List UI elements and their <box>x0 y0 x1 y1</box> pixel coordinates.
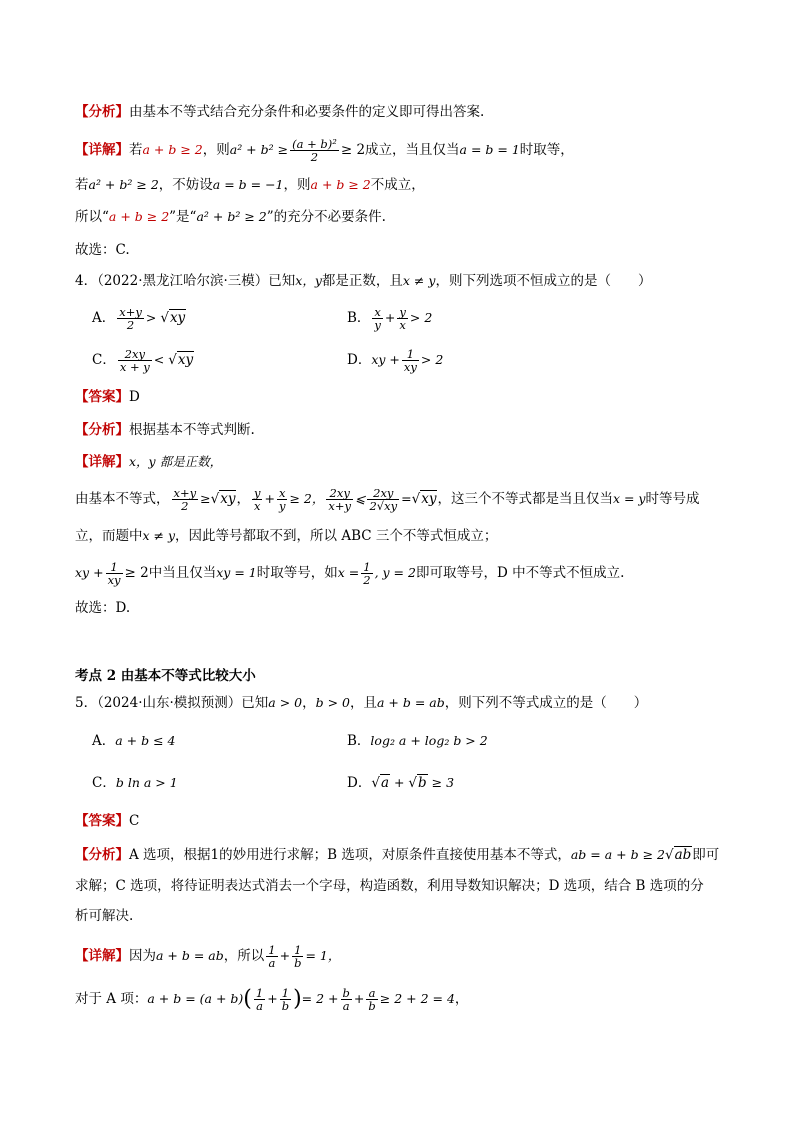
fraction <box>266 944 277 969</box>
sqrt-radicand: xy <box>177 352 194 368</box>
detail-tag: 【详解】 <box>75 142 129 158</box>
choice-q3: 故选：C. <box>75 242 130 258</box>
text: 都是正数，且 <box>321 273 403 289</box>
option-label: A． <box>92 310 116 326</box>
denominator: xy <box>403 360 417 374</box>
numerator: 2xy <box>326 487 353 500</box>
question-5-stem <box>75 693 724 713</box>
fraction <box>252 487 263 512</box>
text: ， <box>454 991 469 1007</box>
math-expr: xy + <box>371 352 400 367</box>
math-expr: + <box>353 991 365 1006</box>
text: 立，而题中 <box>75 528 143 544</box>
option-label: A． <box>92 733 116 749</box>
text: A 选项，根据1的妙用进行求解；B 选项，对原条件直接使用基本不等式， <box>129 847 571 863</box>
detail-line-q4-3 <box>75 526 724 546</box>
detail-line-q3-3 <box>75 207 724 227</box>
paren-right: ) <box>293 986 302 1012</box>
text: 不成立， <box>370 177 425 193</box>
math-expr: a > 0 <box>268 695 303 710</box>
math-expr: = <box>401 491 412 506</box>
analysis-line-q5-1: 【分析】A 选项，根据1的妙用进行求解；B 选项，对原条件直接使用基本不等式，ab = a + b ≥ 2√ab即可 <box>75 847 720 863</box>
sqrt-radicand: xy <box>169 310 186 326</box>
math-expr: a + b ≤ 4 <box>115 733 176 748</box>
answer-tag: 【答案】 <box>75 389 129 405</box>
denominator: x <box>253 499 261 513</box>
answer-line-q5 <box>75 811 724 831</box>
text: ，且 <box>349 695 377 711</box>
detail-tag: 【详解】 <box>75 948 129 964</box>
answer-value: C <box>129 813 140 829</box>
math-expr: a + b ≥ 2 <box>142 142 203 157</box>
fraction <box>367 487 399 512</box>
text: ，则下列不等式成立的是（ ） <box>444 695 648 711</box>
math-expr: > <box>145 310 161 325</box>
numerator: 1 <box>255 986 264 1000</box>
math-expr: a² + b² ≥ 2 <box>88 177 159 192</box>
sqrt-radicand: b <box>418 775 427 791</box>
fraction <box>402 348 419 373</box>
q5-option-a <box>92 731 176 751</box>
sqrt-radicand: a <box>380 775 389 791</box>
math-expr: a + b = ab <box>156 948 224 963</box>
text: ≥ 2中当且仅当 <box>124 565 217 581</box>
answer-value: D <box>129 389 140 405</box>
text: 若 <box>75 177 89 193</box>
fraction <box>277 487 288 512</box>
detail-line-q5-1 <box>75 944 724 969</box>
math-expr: a + b = (a + b) <box>147 991 244 1006</box>
text: ， <box>302 695 316 711</box>
section-heading: 考点 2 由基本不等式比较大小 <box>75 668 256 684</box>
numerator: (a + b)² <box>292 137 337 151</box>
detail-line-q5-2 <box>75 987 724 1012</box>
option-label: C． <box>92 352 116 368</box>
denominator: a <box>256 999 263 1013</box>
analysis-text: 由基本不等式结合充分条件和必要条件的定义即可得出答案. <box>129 104 485 120</box>
option-label: C． <box>92 775 116 791</box>
denominator: b <box>368 999 376 1013</box>
denominator: y <box>278 499 286 513</box>
numerator: a <box>366 987 377 1000</box>
numerator: x+y <box>173 486 197 500</box>
analysis-line-q3 <box>75 102 724 122</box>
answer-tag: 【答案】 <box>75 813 129 829</box>
text: ，则 <box>283 177 311 193</box>
math-expr: , y = 2 <box>374 565 416 580</box>
question-4-stem <box>75 271 724 291</box>
text: ，则下列选项不恒成立的是（ ） <box>435 273 652 289</box>
math-expr: a² + b² ≥ 2 <box>196 209 267 224</box>
text: ”的充分不必要条件. <box>266 209 386 225</box>
text: ≥ 2成立，当且仅当 <box>340 142 460 158</box>
analysis-line-q5-3: 析可解决. <box>75 908 134 924</box>
detail-line-q4-2: 由基本不等式， $\frac{x+y}{2}$ ≥√xy， $\frac{y}{x}$ + $\frac{x}{y}$ ≥ 2， $\frac{2xy}{x+y}$ ⩽ $\frac{2xy}{2√xy}$ =√xy，这三个不等式都是当且仅当x = y时等号成 <box>75 486 700 513</box>
text: 因为 <box>129 948 156 964</box>
text: 若 <box>129 142 143 158</box>
analysis-line-q5-2: 求解；C 选项，将待证明表达式消去一个字母，构造函数，利用导数知识解决；D 选项，结合 B 选项的分 <box>75 878 704 894</box>
math-expr: xy + <box>75 565 104 580</box>
numerator: 1 <box>106 561 123 574</box>
math-expr: x，y <box>295 273 322 288</box>
fraction <box>397 306 408 331</box>
math-expr: = 1， <box>305 948 341 963</box>
math-expr: + <box>279 948 291 963</box>
fraction <box>280 987 291 1012</box>
math-expr: + <box>384 310 396 325</box>
math-expr: > 2 <box>409 310 433 325</box>
sqrt-radicand: xy <box>220 491 236 507</box>
math-expr: + <box>390 775 409 790</box>
numerator: x <box>374 305 381 319</box>
choice-q4: 故选：D. <box>75 600 131 616</box>
numerator: x <box>278 486 286 500</box>
fraction <box>290 138 339 163</box>
math-expr: xy = 1 <box>216 565 257 580</box>
fraction <box>106 561 123 586</box>
text: 5．（2024·山东·模拟预测）已知 <box>75 695 269 711</box>
q5-option-c <box>92 773 178 793</box>
text: 时取等号，如 <box>256 565 338 581</box>
math-expr: x ≠ y <box>142 528 176 543</box>
detail-line-q3-1 <box>75 138 724 163</box>
numerator: 1 <box>292 944 303 957</box>
analysis-text: 根据基本不等式判断. <box>129 422 255 438</box>
q4-option-a: A． $\frac{x+y}{2}$ > √xy <box>92 305 186 332</box>
option-label: B． <box>347 733 371 749</box>
denominator: y <box>374 318 381 332</box>
text: 即可取等号，D 中不等式不恒成立. <box>415 565 625 581</box>
denominator: 2 <box>126 318 135 332</box>
answer-line-q4 <box>75 387 724 407</box>
math-expr: a + b ≥ 2 <box>310 177 371 192</box>
analysis-tag: 【分析】 <box>75 847 129 863</box>
text: ，所以 <box>223 948 265 964</box>
denominator: xy <box>107 573 121 587</box>
numerator: 2xy <box>118 348 152 361</box>
math-expr: a² + b² ≥ <box>229 142 289 157</box>
math-expr: x ≠ y <box>402 273 436 288</box>
sqrt-radicand: ab <box>674 847 692 863</box>
math-expr: ⩽ <box>354 491 366 506</box>
option-label: B． <box>347 310 371 326</box>
math-expr: a = b = 1 <box>459 142 520 157</box>
math-expr: ab = a + b ≥ 2 <box>570 847 665 862</box>
math-expr: ≥ 3 <box>427 775 455 790</box>
denominator: a <box>268 956 276 970</box>
fraction <box>118 348 152 373</box>
text: ”是“ <box>169 209 197 225</box>
numerator: 2xy <box>367 487 399 500</box>
numerator: y <box>253 486 261 500</box>
detail-line-q3-2 <box>75 175 724 195</box>
denominator: b <box>281 999 290 1013</box>
denominator: b <box>294 956 302 970</box>
denominator: 2 <box>363 573 371 587</box>
math-expr: x，y 都是正数， <box>129 454 223 469</box>
numerator: 1 <box>363 560 371 574</box>
numerator: b <box>342 986 350 1000</box>
math-expr: ≥ 2 + 2 = 4 <box>379 991 455 1006</box>
denominator: 2 <box>310 150 319 164</box>
fraction <box>341 987 352 1012</box>
math-expr: < <box>153 352 169 367</box>
fraction <box>372 306 383 331</box>
denominator: x + y <box>119 360 150 374</box>
analysis-tag: 【分析】 <box>75 422 129 438</box>
math-expr: + <box>264 491 275 506</box>
fraction <box>366 987 377 1012</box>
numerator: 1 <box>268 943 276 957</box>
text: 即可 <box>692 847 720 863</box>
text: ，则 <box>202 142 230 158</box>
denominator: a <box>342 999 350 1013</box>
q5-option-b <box>347 731 488 751</box>
math-expr: > 2 <box>420 352 444 367</box>
text: 时等号成 <box>645 491 700 507</box>
math-expr: x = y <box>612 491 646 506</box>
math-expr: x = <box>337 565 360 580</box>
analysis-line-q4 <box>75 420 724 440</box>
math-expr: ≥ <box>200 491 211 506</box>
fraction <box>117 306 144 331</box>
q4-option-d <box>347 348 443 373</box>
math-expr: + <box>267 991 278 1006</box>
option-label: D． <box>347 775 372 791</box>
fraction <box>361 561 372 586</box>
denominator: x <box>399 318 406 332</box>
text: ， <box>236 491 250 507</box>
numerator: x+y <box>119 305 142 319</box>
math-expr: log₂ a + log₂ b > 2 <box>370 733 488 748</box>
text: ，不妨设 <box>158 177 213 193</box>
math-expr: = 2 + <box>301 991 339 1006</box>
fraction <box>254 987 265 1012</box>
text: ，这三个不等式都是当且仅当 <box>437 491 613 507</box>
text: ，因此等号都取不到，所以 ABC 三个不等式恒成立； <box>175 528 498 544</box>
denominator: 2√xy <box>369 499 398 513</box>
math-expr: a + b = ab <box>376 695 445 710</box>
text: 对于 A 项： <box>75 991 148 1007</box>
text: 4．（2022·黑龙江哈尔滨·三模）已知 <box>75 273 296 289</box>
paren-left: ( <box>243 986 252 1012</box>
sqrt-radicand: xy <box>421 491 437 507</box>
numerator: 1 <box>280 987 291 1000</box>
analysis-tag: 【分析】 <box>75 104 129 120</box>
math-expr: b > 0 <box>315 695 350 710</box>
detail-line-q4-4 <box>75 561 724 586</box>
math-expr: a + b ≥ 2 <box>108 209 170 224</box>
detail-line-q4-1 <box>75 452 724 472</box>
q4-option-b <box>347 306 432 331</box>
denominator: x+y <box>328 499 351 513</box>
denominator: 2 <box>181 499 189 513</box>
math-expr: b ln a > 1 <box>115 775 178 790</box>
fraction <box>172 487 199 512</box>
q5-option-d: D．√a + √b ≥ 3 <box>347 775 455 791</box>
detail-tag: 【详解】 <box>75 454 129 470</box>
numerator: 1 <box>402 348 419 361</box>
fraction <box>292 944 303 969</box>
text: 所以“ <box>75 209 109 225</box>
numerator: y <box>399 305 406 319</box>
math-expr: a = b = −1 <box>212 177 284 192</box>
math-expr: ≥ 2， <box>289 491 325 506</box>
text: 时取等， <box>519 142 574 158</box>
q4-option-c: C． $\frac{2xy}{x + y}$ < √xy <box>92 347 194 374</box>
text: 由基本不等式， <box>75 491 170 507</box>
fraction <box>326 487 353 512</box>
option-label: D． <box>347 352 372 368</box>
